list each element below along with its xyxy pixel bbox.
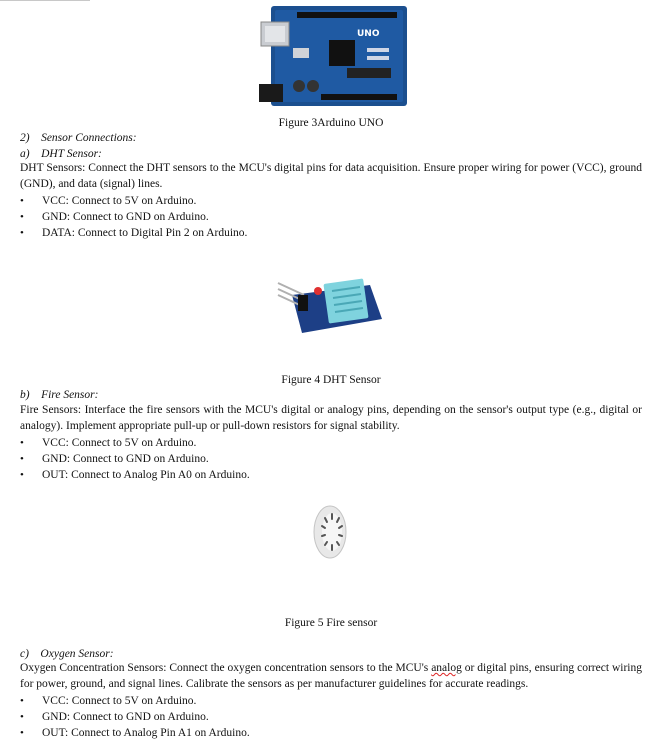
list-item: • VCC: Connect to 5V on Arduino. xyxy=(20,437,197,449)
section-heading: 2) Sensor Connections: xyxy=(20,132,137,144)
list-item: • GND: Connect to GND on Arduino. xyxy=(20,711,209,723)
bullet-icon: • xyxy=(20,695,24,707)
top-rule xyxy=(0,0,90,1)
arduino-board-image xyxy=(257,4,409,108)
bullet-icon: • xyxy=(20,195,24,207)
bullet-icon: • xyxy=(20,469,24,481)
bullet-icon: • xyxy=(20,453,24,465)
paragraph: Fire Sensors: Interface the fire sensors with the MCU's digital or analogy pins, depending on the sensor's output type (e.g., digital or analogy). Implement appropriate pull-up or pull-down resistors for signal stability. xyxy=(20,404,642,432)
list-item: • OUT: Connect to Analog Pin A0 on Arduino. xyxy=(20,469,250,481)
list-item: • GND: Connect to GND on Arduino. xyxy=(20,453,209,465)
list-item: • VCC: Connect to 5V on Arduino. xyxy=(20,695,197,707)
svg-text:UNO: UNO xyxy=(357,29,380,39)
bullet-icon: • xyxy=(20,711,24,723)
figure-caption: Figure 4 DHT Sensor xyxy=(281,374,381,386)
bullet-icon: • xyxy=(20,727,24,739)
list-item: • DATA: Connect to Digital Pin 2 on Arduino. xyxy=(20,227,248,239)
paragraph: Oxygen Concentration Sensors: Connect the oxygen concentration sensors to the MCU's analog or digital pins, ensuring correct wiring for power, ground, and signal lines. Calibrate the sensors as per manufacturer guidelines for accurate readings. xyxy=(20,662,642,690)
list-item: • VCC: Connect to 5V on Arduino. xyxy=(20,195,197,207)
spellcheck-underlined-word: analog xyxy=(431,662,462,674)
list-item: • OUT: Connect to Analog Pin A1 on Arduino. xyxy=(20,727,250,739)
bullet-icon: • xyxy=(20,211,24,223)
dht-sensor-image xyxy=(274,265,386,341)
figure-caption: Figure 5 Fire sensor xyxy=(284,617,378,629)
paragraph: DHT Sensors: Connect the DHT sensors to the MCU's digital pins for data acquisition. Ensure proper wiring for power (VCC), ground (GND), and data (signal) lines. xyxy=(20,162,642,190)
fire-sensor-image xyxy=(308,500,352,564)
subsection-title: b) Fire Sensor: xyxy=(20,389,99,401)
subsection-title: a) DHT Sensor: xyxy=(20,148,102,160)
subsection-title: c) Oxygen Sensor: xyxy=(20,648,114,660)
bullet-icon: • xyxy=(20,437,24,449)
list-item: • GND: Connect to GND on Arduino. xyxy=(20,211,209,223)
bullet-icon: • xyxy=(20,227,24,239)
figure-caption: Figure 3Arduino UNO xyxy=(278,117,384,129)
